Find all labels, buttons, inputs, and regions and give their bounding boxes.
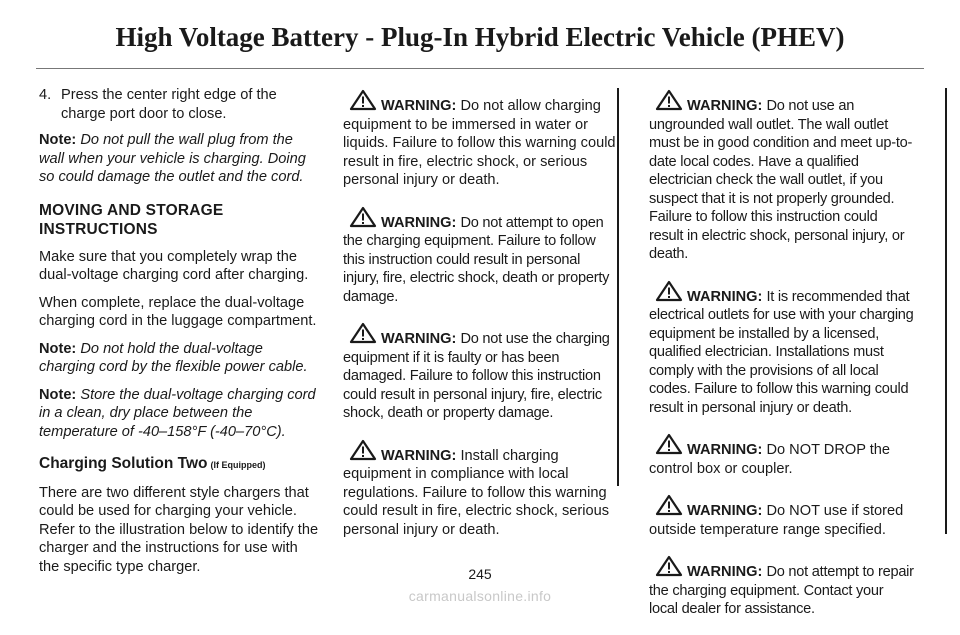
note-label: Note: <box>39 132 77 148</box>
warning-triangle-icon <box>349 322 377 344</box>
warning-label: WARNING: <box>381 447 457 464</box>
subsection-heading <box>39 455 320 475</box>
step-text: Press the center right edge of the charge port door to close. <box>61 87 277 122</box>
page-title: High Voltage Battery - Plug-In Hybrid Electric Vehicle (PHEV) <box>115 22 845 52</box>
warning-label: WARNING: <box>687 503 763 519</box>
warning-triangle-icon <box>349 206 377 228</box>
warning-text: Do not use the charging equipment if it is faulty or has been damaged. Failure to follow this instruction could result in personal injury, fire, electric shock, death or property damage. <box>343 331 610 421</box>
column-2 <box>343 89 617 555</box>
warning-label: WARNING: <box>381 98 457 114</box>
warning-block <box>649 555 915 619</box>
warning-block <box>649 280 915 418</box>
warning-triangle-icon <box>655 280 683 302</box>
column-divider <box>945 88 947 534</box>
column-1 <box>39 86 320 585</box>
warning-block <box>649 494 915 539</box>
step-number: 4. <box>39 87 52 103</box>
page-number: 245 <box>468 566 492 582</box>
warning-text: Do NOT DROP the control box or coupler. <box>649 442 891 477</box>
warning-triangle-icon <box>655 89 683 111</box>
note <box>39 340 320 377</box>
warning-text: Do not attempt to open the charging equipment. Failure to follow this instruction could result in personal injury, fire, electric shock, death or property damage. <box>343 214 610 305</box>
step-item <box>39 86 320 123</box>
warning-triangle-icon <box>655 433 683 455</box>
warning-block <box>343 322 617 423</box>
warning-label: WARNING: <box>687 564 763 580</box>
warning-text: Do not allow charging equipment to be immersed in water or liquids. Failure to follow this warning could result in fire, electric shock, or serious personal injury or death. <box>343 98 616 188</box>
warning-block <box>649 433 915 478</box>
warning-text: Do not use an ungrounded wall outlet. The wall outlet must be in good condition and meet up-to-date local codes. Have a qualified electrician check the wall outlet, if you suspect that it is not properly grounded. Failure to follow this instruction could result in electric shock, personal injury, or death. <box>649 98 913 262</box>
warning-text: It is recommended that electrical outlets for use with your charging equipment be installed by a licensed, qualified electrician. Installations must comply with the provisions of all local codes. Failure to follow this warning could result in personal injury or death. <box>649 288 914 416</box>
warning-block <box>649 89 915 264</box>
subsection-heading-text: Charging Solution Two <box>39 455 208 472</box>
warning-text: Do NOT use if stored outside temperature range specified. <box>649 503 904 538</box>
warning-block <box>343 206 617 307</box>
note-label: Note: <box>39 340 77 357</box>
warning-label: WARNING: <box>687 98 763 114</box>
warning-block <box>343 439 617 540</box>
warning-label: WARNING: <box>687 442 763 458</box>
note-label: Note: <box>39 386 77 403</box>
note <box>39 386 320 442</box>
note-text: Do not hold the dual-voltage charging cord by the flexible power cable. <box>39 340 308 375</box>
column-3 <box>649 89 915 635</box>
warning-triangle-icon <box>349 89 377 111</box>
paragraph: When complete, replace the dual-voltage charging cord in the luggage compartment. <box>39 294 317 329</box>
warning-text: Do not attempt to repair the charging equipment. Contact your local dealer for assistance. <box>649 564 914 617</box>
note <box>39 131 320 187</box>
warning-block <box>343 89 617 190</box>
warning-text: Install charging equipment in compliance with local regulations. Failure to follow this warning could result in fire, electric shock, serious personal injury or death. <box>343 447 610 538</box>
header-divider <box>36 68 924 69</box>
watermark-footer: carmanualsonline.info <box>408 588 552 604</box>
note-text: Store the dual-voltage charging cord in a clean, dry place between the temperature of -40–158°F (-40–70°C). <box>39 386 316 440</box>
warning-triangle-icon <box>655 494 683 516</box>
note-text: Do not pull the wall plug from the wall when your vehicle is charging. Doing so could damage the outlet and the cord. <box>39 132 306 185</box>
paragraph: Make sure that you completely wrap the dual-voltage charging cord after charging. <box>39 248 309 283</box>
section-heading: MOVING AND STORAGE INSTRUCTIONS <box>39 201 224 238</box>
if-equipped-label: (If Equipped) <box>210 460 266 470</box>
warning-label: WARNING: <box>381 331 457 347</box>
paragraph: There are two different style chargers that could be used for charging your vehicle. Refer to the illustration below to identify the charger and the instructions for use with the specific type charger. <box>39 484 319 575</box>
warning-triangle-icon <box>349 439 377 461</box>
warning-label: WARNING: <box>687 288 763 305</box>
column-divider <box>617 88 619 486</box>
warning-label: WARNING: <box>381 214 457 231</box>
